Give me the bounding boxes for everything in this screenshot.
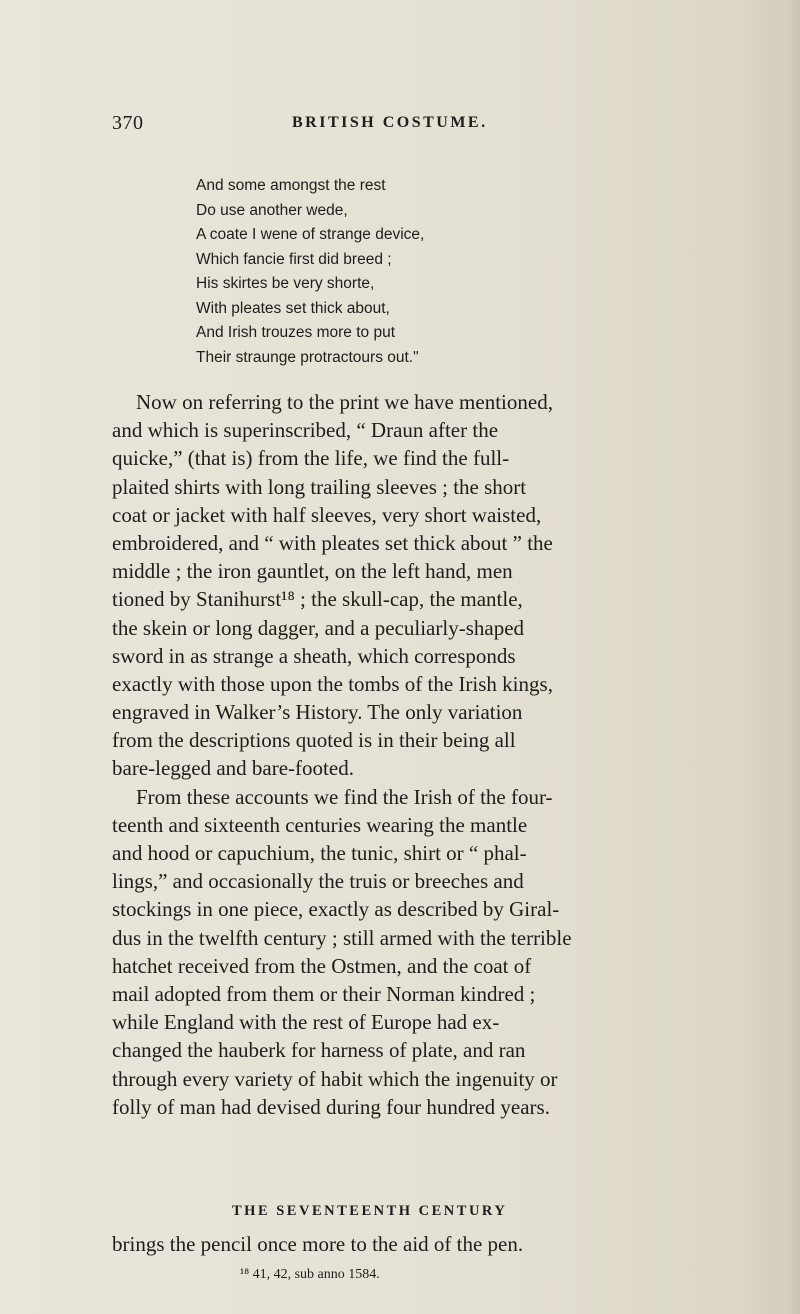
poem-line: A coate I wene of strange device, (196, 226, 425, 243)
text-line: sword in as strange a sheath, which corresponds (112, 643, 516, 668)
text-line: engraved in Walker’s History. The only variation (112, 700, 523, 725)
text-line: middle ; the iron gauntlet, on the left hand, men (112, 559, 513, 584)
text-line: dus in the twelfth century ; still armed with the terrible (112, 925, 572, 950)
text-line: and which is superinscribed, “ Draun after the (112, 418, 499, 443)
section-heading: THE SEVENTEENTH CENTURY (232, 1203, 508, 1219)
poem-line: And some amongst the rest (196, 177, 386, 194)
poem-line: His skirtes be very shorte, (196, 275, 375, 292)
text-line: plaited shirts with long trailing sleeves ; the short (112, 474, 527, 499)
running-head: BRITISH COSTUME. (292, 114, 488, 131)
poem-line: With pleates set thick about, (196, 299, 390, 317)
text-line: the skein or long dagger, and a peculiarly-shaped (112, 615, 525, 640)
poem-line: Do use another wede, (196, 201, 348, 219)
text-line: exactly with those upon the tombs of the Irish kings, (112, 671, 553, 696)
text-line: through every variety of habit which the ingenuity or (112, 1066, 558, 1091)
poem-line: Their straunge protractours out." (196, 348, 419, 366)
text-line: tioned by Stanihurst¹⁸ ; the skull-cap, the mantle, (112, 587, 523, 612)
text-line: folly of man had devised during four hundred years. (112, 1094, 550, 1119)
text-line: changed the hauberk for harness of plate, and ran (112, 1038, 526, 1063)
poem-quotation (196, 174, 424, 370)
body-text (112, 388, 684, 1121)
text-line: embroidered, and “ with pleates set thick about ” the (112, 530, 553, 555)
text-line: hatchet received from the Ostmen, and the coat of (112, 953, 532, 978)
poem-line: Which fancie first did breed ; (196, 250, 392, 268)
continuation-line: brings the pencil once more to the aid of the pen. (112, 1232, 524, 1256)
text-line: coat or jacket with half sleeves, very short waisted, (112, 502, 542, 527)
poem-line: And Irish trouzes more to put (196, 324, 396, 341)
text-line: quicke,” (that is) from the life, we find the full- (112, 446, 510, 471)
text-line: Now on referring to the print we have mentioned, (136, 390, 553, 414)
text-line: bare-legged and bare-footed. (112, 756, 354, 781)
text-line: mail adopted from them or their Norman kindred ; (112, 981, 536, 1006)
text-line: From these accounts we find the Irish of the four- (136, 784, 553, 809)
text-line: while England with the rest of Europe had ex- (112, 1010, 500, 1035)
text-line: teenth and sixteenth centuries wearing the mantle (112, 812, 528, 837)
page-number: 370 (112, 112, 144, 134)
page-edge-shadow (784, 0, 800, 1314)
page-header (112, 112, 692, 142)
text-line: stockings in one piece, exactly as described by Giral- (112, 897, 560, 922)
text-line: and hood or capuchium, the tunic, shirt or “ phal- (112, 841, 527, 865)
text-line: lings,” and occasionally the truis or breeches and (112, 869, 524, 894)
footnote: ¹⁸ 41, 42, sub anno 1584. (240, 1267, 380, 1282)
text-line: from the descriptions quoted is in their being all (112, 728, 516, 753)
